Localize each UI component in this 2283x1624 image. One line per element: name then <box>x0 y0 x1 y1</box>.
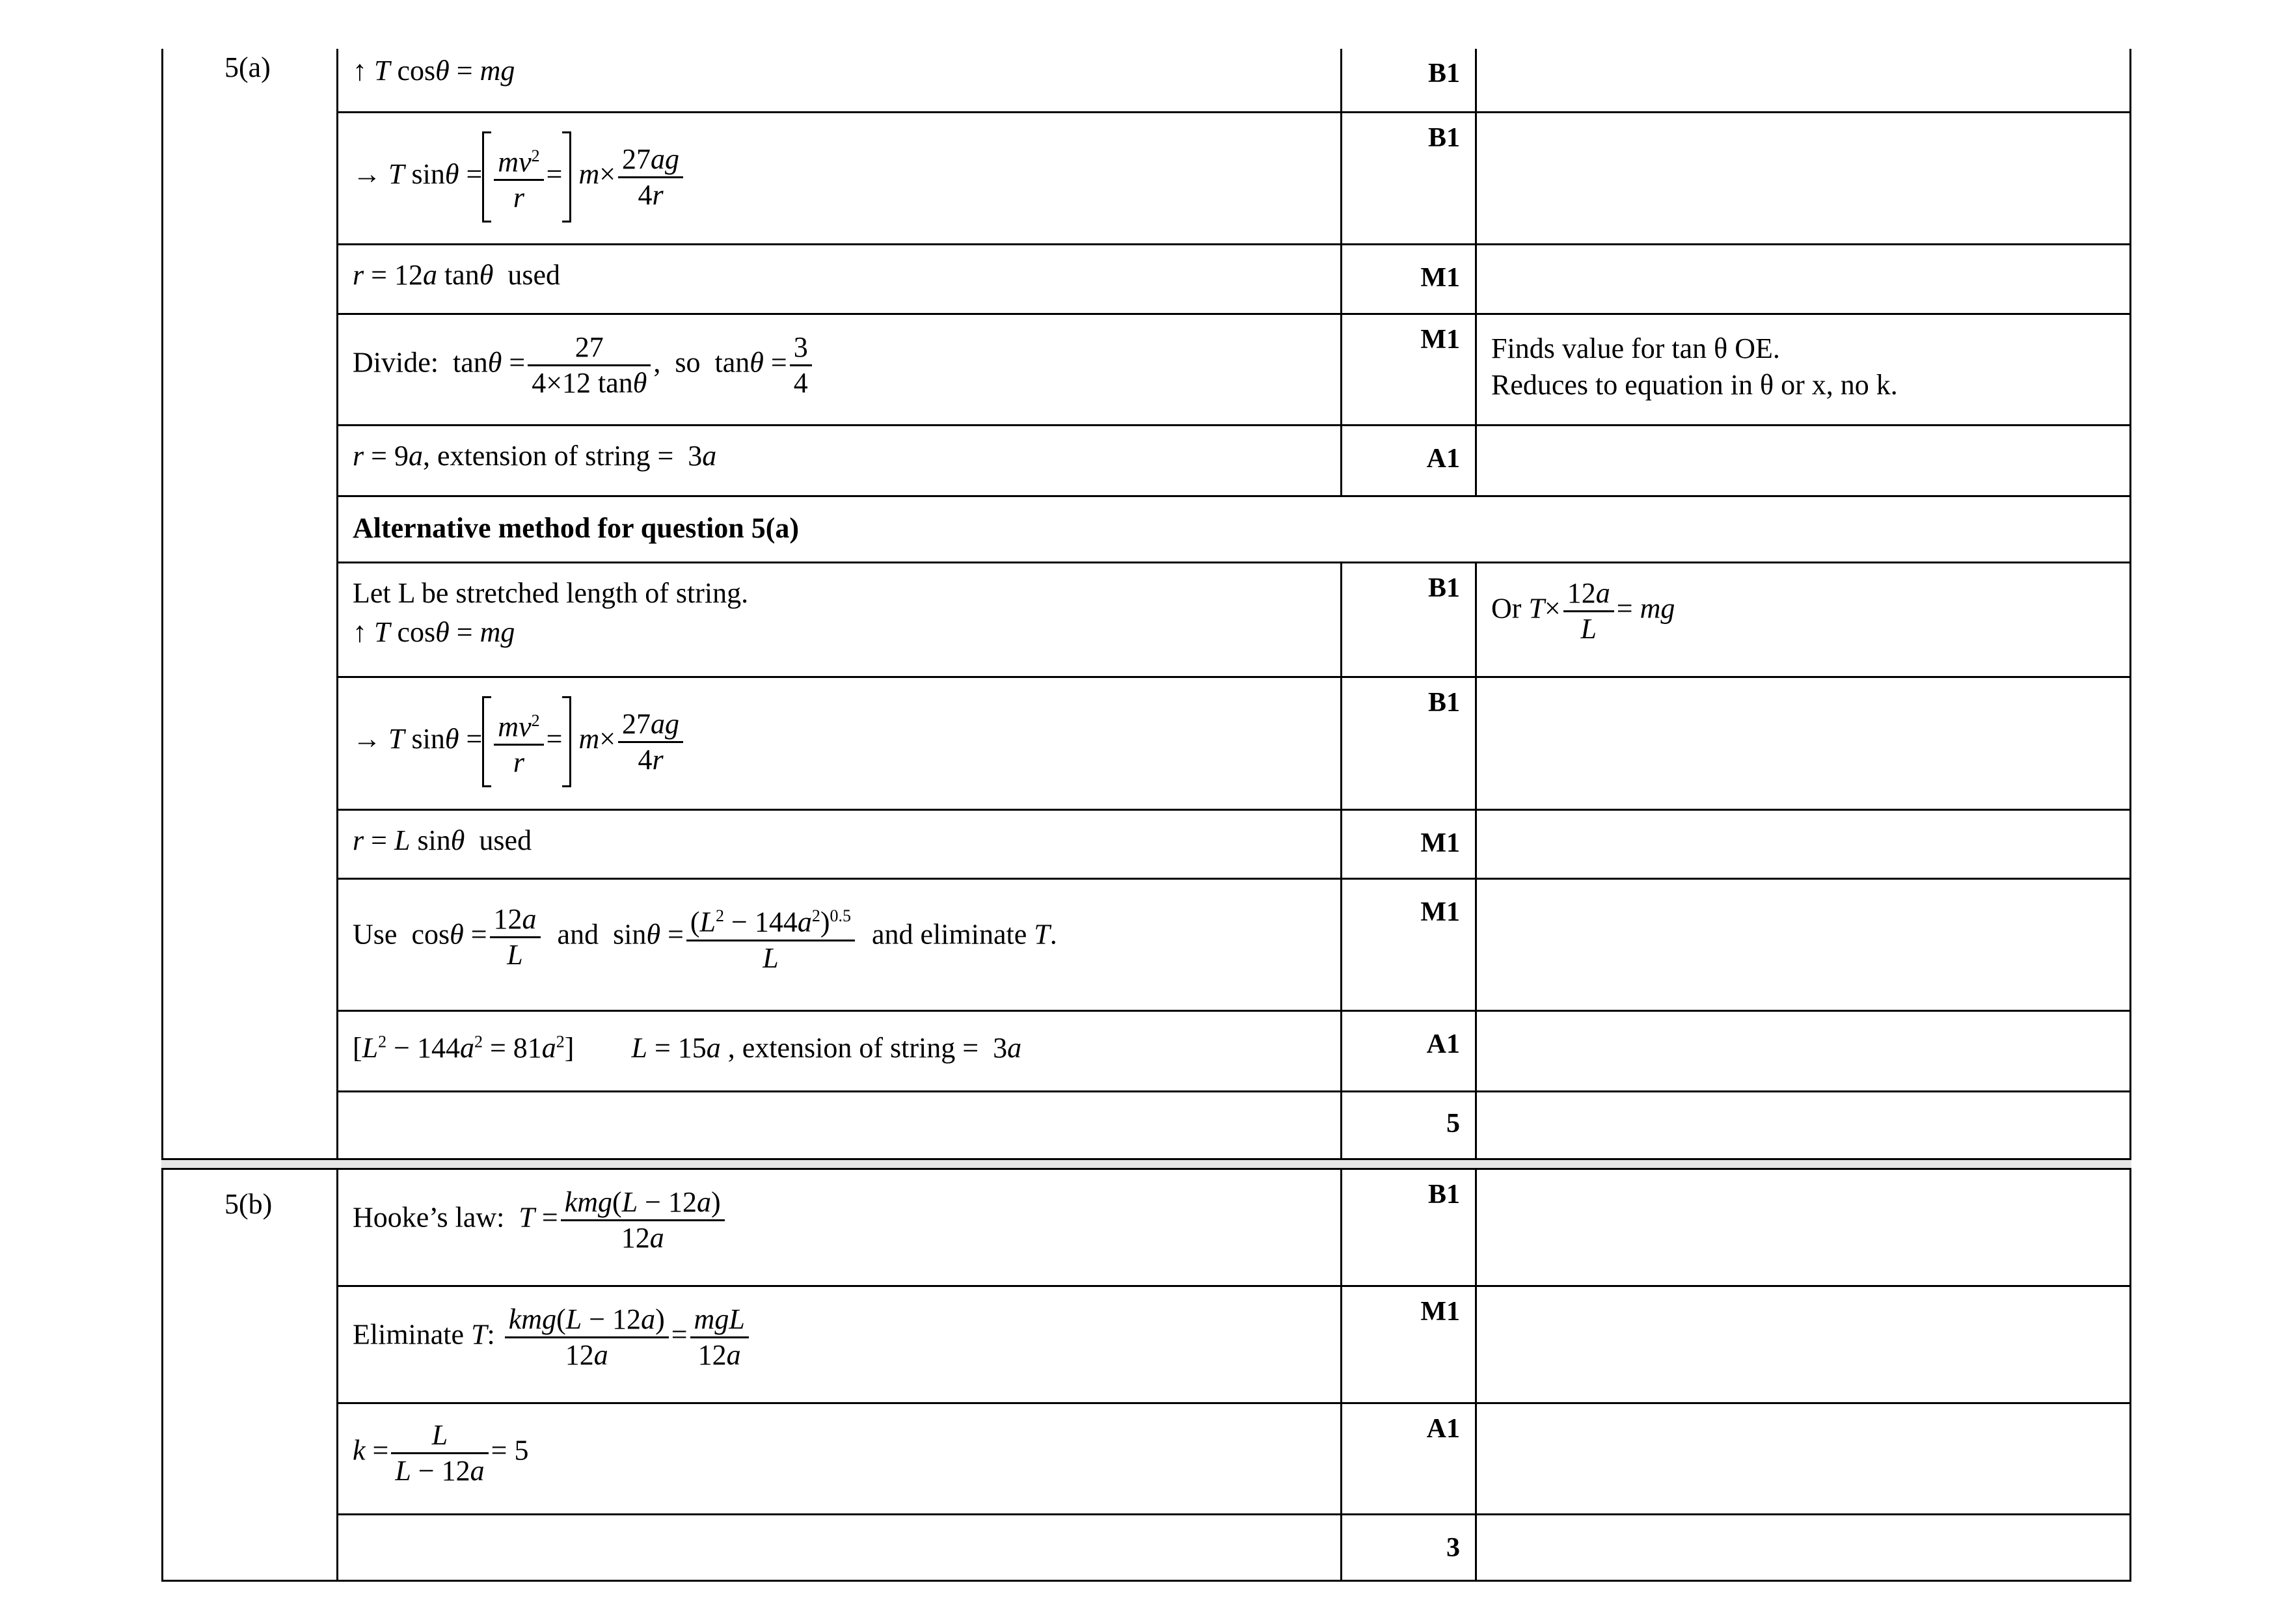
mark-code: M1 <box>1420 897 1460 927</box>
extension-label: extension of string = <box>742 1032 979 1064</box>
marks-cell <box>1342 1092 1477 1158</box>
hookes-law-label: Hooke’s law: <box>353 1201 505 1234</box>
answer-cell <box>338 563 1342 676</box>
guidance-cell <box>1477 563 2126 676</box>
table-row <box>338 113 2126 243</box>
table-row <box>338 315 2126 424</box>
answer-cell <box>338 811 1342 878</box>
and-label: and <box>557 918 599 951</box>
marks-cell <box>1342 113 1477 243</box>
mark-code: B1 <box>1427 59 1460 88</box>
table-row <box>338 1170 2126 1285</box>
table-row <box>338 880 2126 1010</box>
answer-text: Let L be stretched length of string. <box>353 577 749 609</box>
answer-math: Eliminate T: $\frac{\text{kmg(L − 12a)}}{12a}$ = $\frac{\text{mgL}}{12a}$ <box>353 1303 751 1372</box>
guidance-math: Or T× $\frac{12a}{L}$ = mg <box>1491 577 1675 645</box>
table-right-border <box>2129 1168 2131 1582</box>
answer-cell <box>338 426 1342 495</box>
total-marks: 5 <box>1446 1109 1460 1139</box>
eliminate-label: Eliminate <box>353 1318 465 1351</box>
question-label: 5(b) <box>224 1188 273 1220</box>
table-row <box>338 678 2126 809</box>
answer-cell <box>338 1287 1342 1402</box>
marks-cell <box>1342 49 1477 111</box>
marks-cell <box>1342 426 1477 495</box>
and-eliminate-label: and eliminate <box>872 918 1027 951</box>
used-label: used <box>479 824 532 856</box>
table-right-border <box>2129 49 2131 1160</box>
mark-code: B1 <box>1427 688 1460 718</box>
marks-cell <box>1342 1012 1477 1090</box>
marks-cell <box>1342 880 1477 1010</box>
table-row <box>338 49 2126 111</box>
used-label: used <box>507 259 560 291</box>
answer-math: r = 9a, extension of string = 3a <box>353 440 717 472</box>
answer-math: k = $\frac{L}{L - 12a}$ = 5 <box>353 1419 529 1487</box>
use-label: Use <box>353 918 398 951</box>
guidance-cell <box>1477 315 2126 424</box>
answer-math: Divide: tanθ = $\frac{27}{4\times 12 \tan\theta}$ , so tanθ = $\frac{3}{4}$ <box>353 331 815 400</box>
marks-cell <box>1342 563 1477 676</box>
alternative-heading: Alternative method for question 5(a) <box>353 512 799 544</box>
mark-code: M1 <box>1420 1297 1460 1327</box>
so-label: so <box>675 346 701 379</box>
table-row <box>338 245 2126 313</box>
table-row <box>338 497 2126 562</box>
marks-cell <box>1342 811 1477 878</box>
table-left-border <box>161 1168 163 1582</box>
marks-cell <box>1342 678 1477 809</box>
total-marks: 3 <box>1446 1533 1460 1563</box>
mark-code: B1 <box>1427 123 1460 153</box>
answer-cell <box>338 49 1342 111</box>
answer-math: r = L sinθ used <box>353 824 532 856</box>
answer-cell <box>338 1170 1342 1285</box>
marks-cell <box>1342 1170 1477 1285</box>
mark-code: A1 <box>1426 444 1460 474</box>
mark-code: A1 <box>1426 1414 1460 1444</box>
table-row <box>338 1515 2126 1580</box>
guidance-text: Reduces to equation in θ or x, no k. <box>1491 369 1898 401</box>
answer-cell <box>338 880 1342 1010</box>
mark-code: M1 <box>1420 263 1460 293</box>
or-label: Or <box>1491 592 1522 625</box>
answer-cell <box>338 315 1342 424</box>
answer-math: $[L^2 - 144a^2 = 81a^2]$ L = 15a , extension of string = 3a <box>353 1032 1022 1064</box>
extension-label: extension of string = <box>437 440 674 472</box>
table-bottom-border <box>161 1580 2131 1582</box>
answer-math: ↑ T cosθ = mg <box>353 55 515 87</box>
mark-code: M1 <box>1420 325 1460 355</box>
mark-code: B1 <box>1427 573 1460 603</box>
answer-math: Hooke’s law: T = $\frac{\text{kmg(L − 12a)}}{12a}$ <box>353 1185 727 1255</box>
answer-cell <box>338 678 1342 809</box>
table-left-border <box>161 49 163 1160</box>
table-row <box>338 426 2126 495</box>
table-row <box>338 1287 2126 1402</box>
guidance-text: Finds value for tan θ OE. <box>1491 332 1780 364</box>
table-row <box>338 811 2126 878</box>
answer-math: ↑ T cosθ = mg <box>353 616 515 648</box>
answer-math: → T sinθ = $\frac{mv^2}{r}$ = m× $\frac{27ag}{4r}$ <box>353 696 686 787</box>
answer-cell <box>338 1012 1342 1090</box>
answer-math: → T sinθ = $\frac{mv^2}{r}$ = m× $\frac{27ag}{4r}$ <box>353 131 686 223</box>
table-row <box>338 1092 2126 1158</box>
marks-cell <box>1342 1404 1477 1513</box>
question-label: 5(a) <box>224 51 271 83</box>
answer-cell <box>338 1404 1342 1513</box>
section-separator-band <box>161 1160 2131 1168</box>
mark-code: B1 <box>1427 1180 1460 1210</box>
marks-cell <box>1342 1287 1477 1402</box>
table-row <box>338 563 2126 676</box>
marks-cell <box>1342 315 1477 424</box>
answer-cell <box>338 113 1342 243</box>
table-row <box>338 1012 2126 1090</box>
table-row <box>338 1404 2126 1513</box>
answer-cell <box>338 245 1342 313</box>
divide-label: Divide: <box>353 346 439 379</box>
marks-cell <box>1342 1515 1477 1580</box>
answer-math: r = 12a tanθ used <box>353 259 560 291</box>
mark-code: M1 <box>1420 828 1460 858</box>
mark-code: A1 <box>1426 1029 1460 1059</box>
marks-cell <box>1342 245 1477 313</box>
answer-math: Use cosθ = $\frac{12a}{L}$ and sinθ = $\frac{(L^2 - 144a^2)^{0.5}}{L}$ and eliminate T. <box>353 899 1057 975</box>
